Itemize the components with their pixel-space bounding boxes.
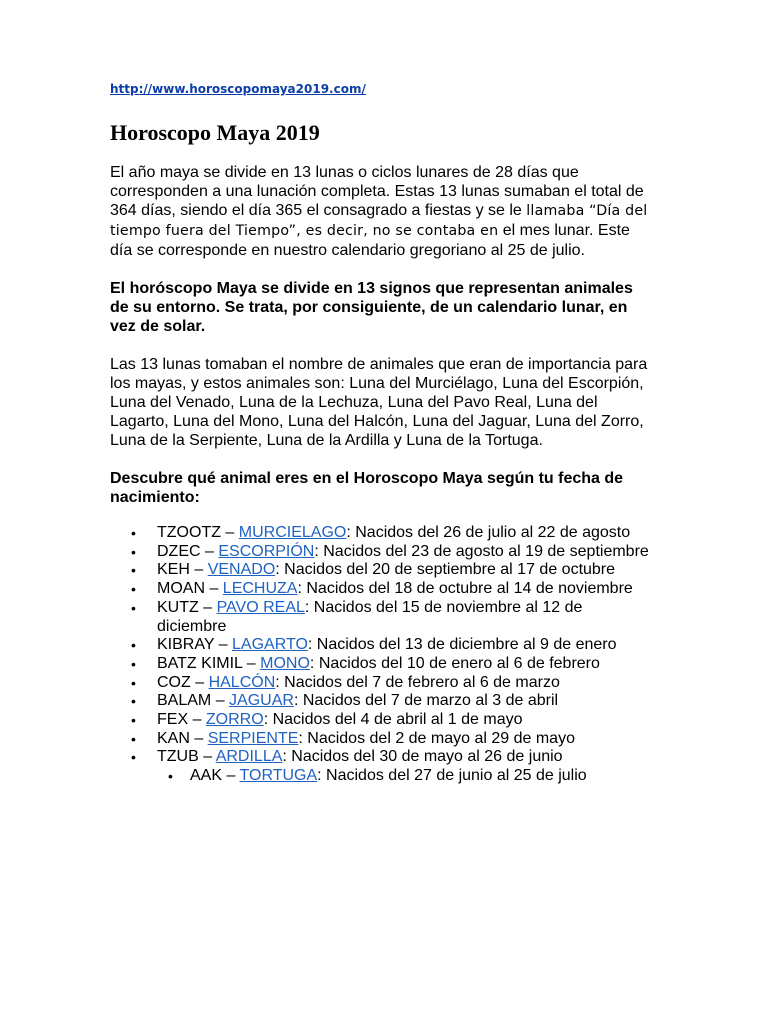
bullet-icon: • [131, 749, 136, 766]
signs-list [110, 524, 655, 786]
intro-text-c: el mes lunar. Este día se corresponde en nuestro calendario gregoriano al 25 de julio. [110, 222, 630, 259]
sign-name: BATZ KIMIL – [157, 654, 261, 672]
list-item [110, 692, 655, 711]
animal-link-escorpion[interactable]: ESCORPIÓN [218, 542, 315, 560]
animal-link-serpiente[interactable]: SERPIENTE [207, 729, 299, 747]
bullet-icon: • [131, 693, 136, 710]
bullet-icon: • [131, 655, 136, 672]
bullet-icon: • [131, 581, 136, 598]
sign-name: TZOOTZ – [157, 524, 239, 541]
list-item [110, 599, 655, 636]
sign-name: BALAM – [157, 692, 230, 710]
sign-dates: : Nacidos del 20 de septiembre al 17 de octubre [275, 561, 616, 579]
animal-link-lagarto[interactable]: LAGARTO [232, 636, 308, 654]
sign-name: FEX – [157, 711, 206, 729]
sign-name: COZ – [157, 673, 209, 691]
discover-heading: Descubre qué animal eres en el Horoscopo Maya según tu fecha de nacimiento: [110, 470, 624, 506]
bullet-icon: • [131, 637, 136, 654]
animal-link-lechuza[interactable]: LECHUZA [222, 580, 298, 598]
animal-link-murcielago[interactable]: MURCIELAGO [238, 524, 347, 541]
animal-link-ardilla[interactable]: ARDILLA [215, 748, 283, 766]
list-item [110, 636, 655, 655]
animals-paragraph: Las 13 lunas tomaban el nombre de animales que eran de importancia para los mayas, y estos animales son: Luna del Murciélago, Luna del Escorpión, Luna del Venado, Luna de la Lechuza, Luna del Pavo Real, Luna del Lagarto, Luna del Mono, Luna del Halcón, Luna del Jaguar, Luna del Zorro, Luna de la Serpiente, Luna de la Ardilla y Luna de la Tortuga. [110, 356, 648, 449]
bullet-icon: • [168, 768, 173, 785]
animal-link-venado[interactable]: VENADO [207, 561, 276, 579]
list-item [110, 543, 655, 562]
sign-name: AAK – [190, 767, 240, 785]
animal-link-pavo-real[interactable]: PAVO REAL [216, 598, 305, 616]
bullet-icon: • [131, 562, 136, 579]
sign-name: KUTZ – [157, 598, 217, 616]
list-item [110, 580, 655, 599]
intro-text-b: llamaba “Día del tiempo fuera del Tiempo”, es decir, no se contaba en [110, 203, 648, 239]
sign-dates: : Nacidos del 4 de abril al 1 de mayo [263, 711, 523, 729]
intro-text-a: El año maya se divide en 13 lunas o ciclos lunares de 28 días que corresponden a una lunación completa. Estas 13 lunas sumaban el total de 364 días, siendo el día 365 el consagrado a fiestas y se le [110, 164, 644, 219]
intro-paragraph [110, 163, 655, 260]
bullet-icon: • [131, 674, 136, 691]
bullet-icon: • [131, 730, 136, 747]
animal-link-tortuga[interactable]: TORTUGA [239, 767, 318, 785]
sign-dates: : Nacidos del 18 de octubre al 14 de noviembre [297, 580, 633, 598]
list-item [110, 524, 655, 543]
bullet-icon: • [131, 543, 136, 560]
bullet-icon: • [131, 599, 136, 616]
list-item [110, 767, 655, 786]
source-url-link[interactable]: http://www.horoscopomaya2019.com/ [110, 82, 366, 96]
sign-name: KEH – [157, 561, 208, 579]
sign-dates: : Nacidos del 30 de mayo al 26 de junio [282, 748, 563, 766]
signs-summary-paragraph: El horóscopo Maya se divide en 13 signos que representan animales de su entorno. Se trata, por consiguiente, de un calendario lunar, en vez de solar. [110, 280, 633, 335]
sign-dates: : Nacidos del 23 de agosto al 19 de septiembre [314, 542, 649, 560]
sign-dates: : Nacidos del 15 de noviembre al 12 de diciembre [157, 598, 583, 635]
bullet-icon: • [131, 712, 136, 729]
list-item [110, 711, 655, 730]
page-title: Horoscopo Maya 2019 [110, 120, 320, 145]
document-page [110, 80, 655, 786]
sign-dates: : Nacidos del 27 de junio al 25 de julio [317, 767, 587, 785]
animal-link-mono[interactable]: MONO [260, 654, 310, 672]
list-item [110, 561, 655, 580]
animal-link-halcon[interactable]: HALCÓN [208, 673, 276, 691]
sign-dates: : Nacidos del 7 de marzo al 3 de abril [293, 692, 559, 710]
sign-name: MOAN – [157, 580, 223, 598]
sign-dates: : Nacidos del 7 de febrero al 6 de marzo [275, 673, 560, 691]
list-item [110, 748, 655, 767]
sign-name: TZUB – [157, 748, 216, 766]
list-item [110, 655, 655, 674]
list-item [110, 730, 655, 749]
sign-name: DZEC – [157, 542, 219, 560]
animal-link-jaguar[interactable]: JAGUAR [229, 692, 294, 710]
sign-name: KAN – [157, 729, 208, 747]
sign-name: KIBRAY – [157, 636, 232, 654]
sign-dates: : Nacidos del 10 de enero al 6 de febrero [309, 654, 600, 672]
sign-dates: : Nacidos del 2 de mayo al 29 de mayo [298, 729, 575, 747]
sign-dates: : Nacidos del 13 de diciembre al 9 de enero [307, 636, 617, 654]
animal-link-zorro[interactable]: ZORRO [205, 711, 264, 729]
bullet-icon: • [131, 525, 136, 541]
sign-dates: : Nacidos del 26 de julio al 22 de agosto [346, 524, 631, 541]
list-item [110, 674, 655, 693]
